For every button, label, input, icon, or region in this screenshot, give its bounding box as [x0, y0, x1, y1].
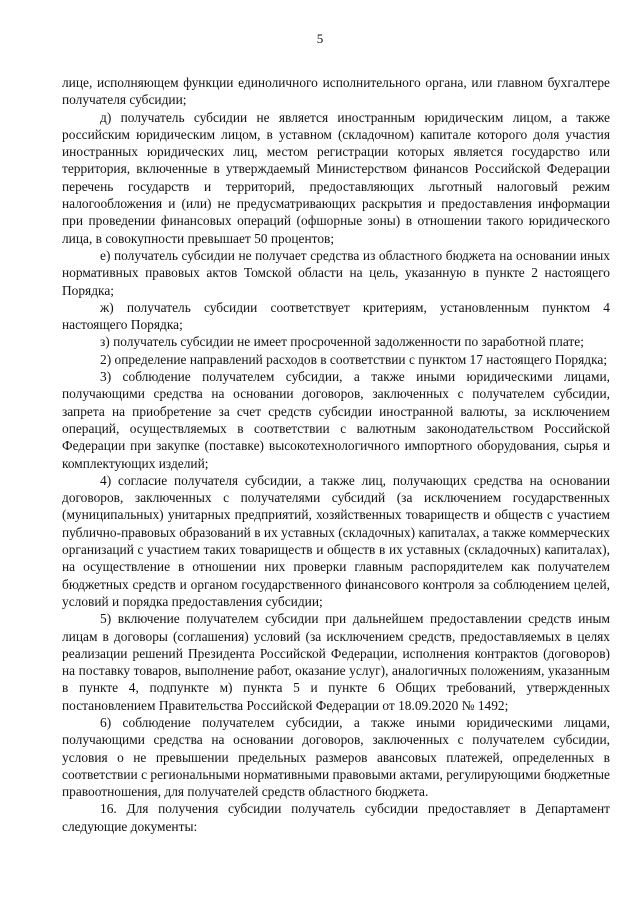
paragraph-item-6: 6) соблюдение получателем субсидии, а также иными юридическими лицами, получающими средства на основании договоров, заключенных с получателем субсидии, условия о не превышении предельных размеров авансовых платежей, определенных в соответствии с региональными нормативными правовыми актами, регулирующими бюджетные правоотношения, для получателей средств областного бюджета.: [62, 714, 610, 800]
paragraph-item-4: 4) согласие получателя субсидии, а также лиц, получающих средства на основании договоров, заключенных с получателями субсидий (за исключением государственных (муниципальных) унитарных предприятий, хозяйственных товариществ и обществ с участием публично-правовых образований в их уставных (складочных) капиталах, а также коммерческих организаций с участием таких товариществ и обществ в их уставных (складочных) капиталах), на осуществление в отношении них проверки главным распорядителем как получателем бюджетных средств и органом государственного финансового контроля за соблюдением целей, условий и порядка предоставления субсидии;: [62, 472, 610, 609]
paragraph-continuation: лице, исполняющем функции единоличного исполнительного органа, или главном бухгалтере получателя субсидии;: [62, 75, 610, 108]
paragraph-item-3: 3) соблюдение получателем субсидии, а также иными юридическими лицами, получающими средства на основании договоров, заключенных с получателем субсидии, запрета на приобретение за счет средств субсидии иностранной валюты, за исключением операций, осуществляемых в соответствии с валютным законодательством Российской Федерации при закупке (поставке) высокотехнологичного импортного оборудования, сырья и комплектующих изделий;: [62, 369, 610, 471]
paragraph-item-2: 2) определение направлений расходов в соответствии с пунктом 17 настоящего Порядка;: [100, 351, 608, 367]
paragraph-item-z: з) получатель субсидии не имеет просроченной задолженности по заработной плате;: [100, 334, 584, 350]
paragraph-item-5: 5) включение получателем субсидии при дальнейшем предоставлении средств иным лицам в договоры (соглашения) условий (за исключением средств, предоставляемых в целях реализации решений Президента Российской Федерации, исполнения контрактов (договоров) на поставку товаров, выполнение работ, оказание услуг), аналогичных положениям, указанным в пункте 4, подпункте м) пункта 5 и пункте 6 Общих требований, утвержденных постановлением Правительства Российской Федерации от 18.09.2020 № 1492;: [62, 611, 610, 713]
paragraph-item-d: д) получатель субсидии не является иностранным юридическим лицом, а также российским юридическим лицом, в уставном (складочном) капитале которого доля участия иностранных юридических лиц, местом регистрации которых является государство или территория, включенные в утверждаемый Министерством финансов Российской Федерации перечень государств и территорий, предоставляющих льготный налоговый режим налогообложения и (или) не предусматривающих раскрытия и предоставления информации при проведении финансовых операций (офшорные зоны) в отношении такого юридического лица, в совокупности превышает 50 процентов;: [62, 109, 610, 246]
paragraph-item-e: е) получатель субсидии не получает средства из областного бюджета на основании иных нормативных правовых актов Томской области на цель, указанную в пункте 2 настоящего Порядка;: [62, 247, 610, 298]
paragraph-section-16: 16. Для получения субсидии получатель субсидии предоставляет в Департамент следующие документы:: [62, 801, 610, 834]
document-body: [62, 74, 610, 835]
paragraph-item-zh: ж) получатель субсидии соответствует критериям, установленным пунктом 4 настоящего Порядка;: [62, 299, 610, 333]
page-number: 5: [316, 31, 324, 46]
